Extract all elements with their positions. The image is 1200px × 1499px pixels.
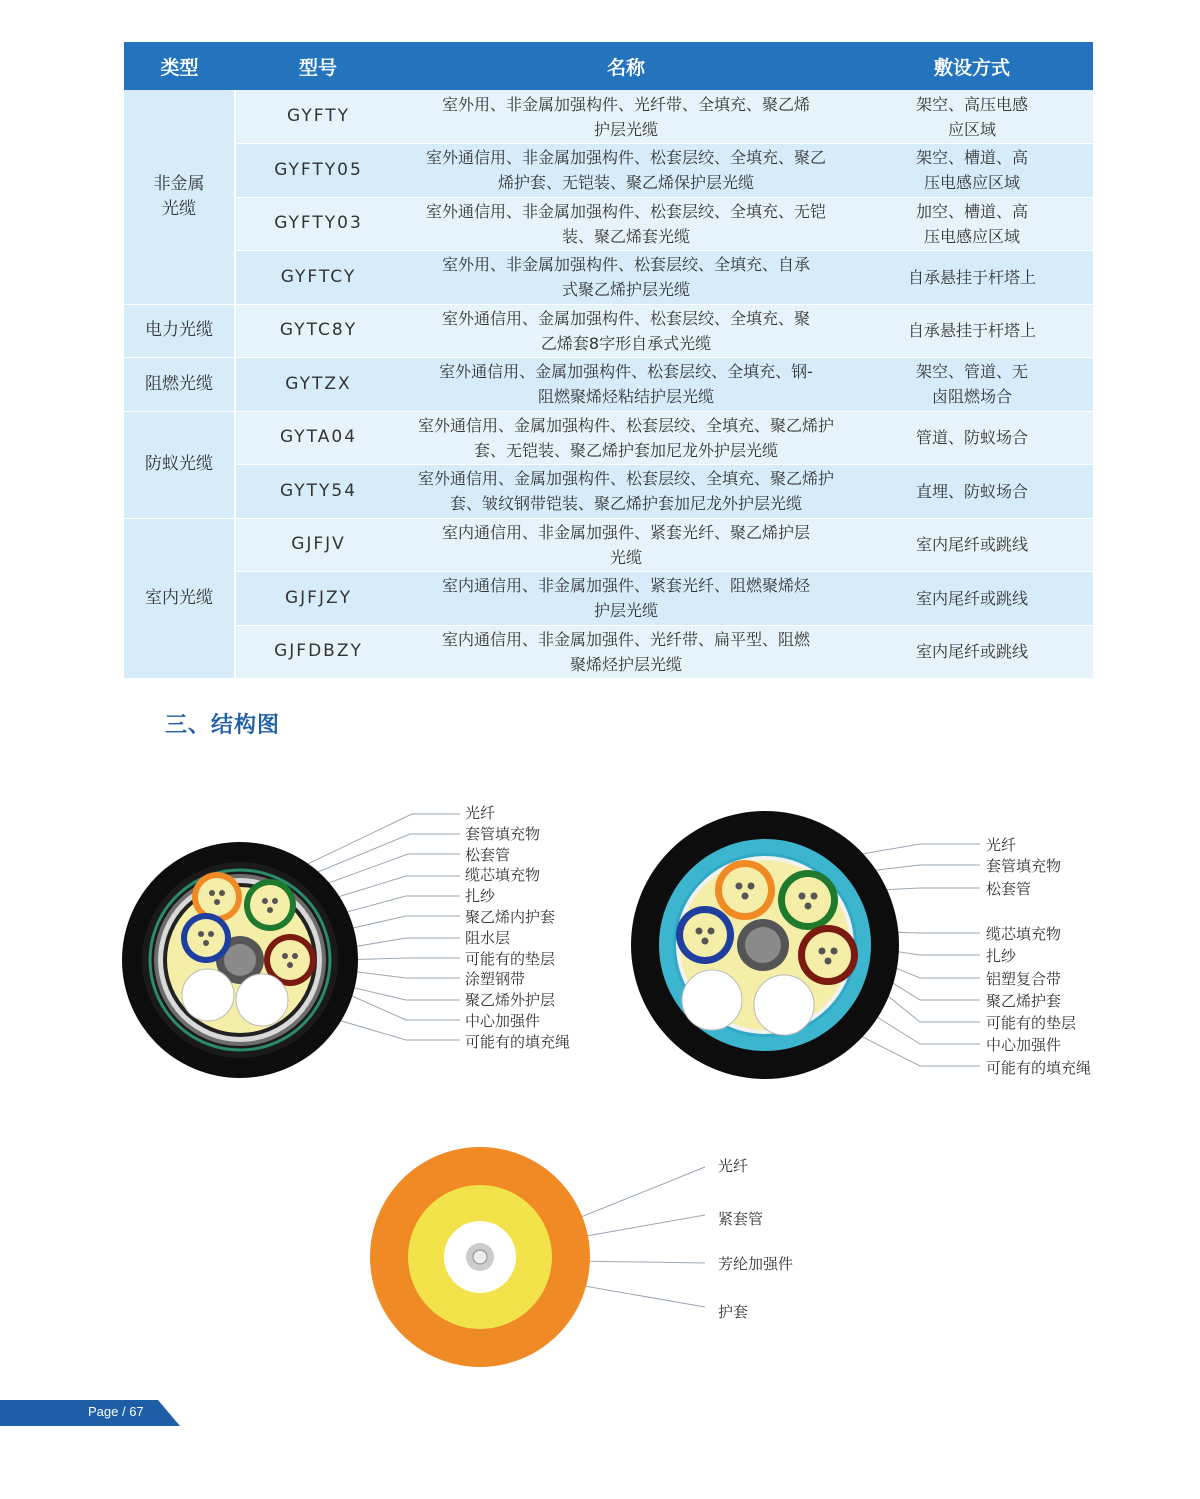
diagram3-label: 紧套管	[718, 1210, 764, 1228]
model-cell: GYTA04	[235, 411, 401, 465]
name-cell: 室外用、非金属加强构件、光纤带、全填充、聚乙烯护层光缆	[401, 90, 851, 144]
model-cell: GYTY54	[235, 465, 401, 519]
model-cell: GYTZX	[235, 358, 401, 412]
table-row	[124, 411, 1093, 465]
diagram1-label: 中心加强件	[465, 1012, 541, 1030]
laying-cell: 架空、槽道、高压电感应区域	[851, 144, 1093, 198]
name-cell: 室外通信用、金属加强构件、松套层绞、全填充、聚乙烯套8字形自承式光缆	[401, 304, 851, 358]
category-cell: 阻燃光缆	[124, 358, 235, 412]
category-cell: 电力光缆	[124, 304, 235, 358]
diagram2-label: 光纤	[986, 836, 1017, 854]
laying-cell: 室内尾纤或跳线	[851, 518, 1093, 572]
laying-cell: 室内尾纤或跳线	[851, 572, 1093, 626]
table-header-row	[124, 42, 1093, 90]
table-row	[124, 625, 1093, 679]
cable-spec-table	[124, 42, 1093, 679]
diagram3-label: 护套	[718, 1303, 749, 1321]
name-cell: 室内通信用、非金属加强件、紧套光纤、阻燃聚烯烃护层光缆	[401, 572, 851, 626]
model-cell: GYFTY	[235, 90, 401, 144]
model-cell: GJFDBZY	[235, 625, 401, 679]
diagram2-label: 可能有的填充绳	[986, 1059, 1092, 1077]
category-cell: 非金属光缆	[124, 90, 235, 304]
diagram1-label: 扎纱	[465, 887, 496, 905]
diagram1-label: 可能有的垫层	[465, 950, 556, 968]
name-cell: 室内通信用、非金属加强件、光纤带、扁平型、阻燃聚烯烃护层光缆	[401, 625, 851, 679]
diagram2-label: 铝塑复合带	[986, 970, 1062, 988]
laying-cell: 加空、槽道、高压电感应区域	[851, 197, 1093, 251]
page-number: Page / 67	[88, 1404, 144, 1419]
table-row	[124, 518, 1093, 572]
header-name: 名称	[401, 42, 851, 90]
diagram1-label: 可能有的填充绳	[465, 1033, 571, 1051]
diagram3-label: 芳纶加强件	[718, 1255, 794, 1273]
name-cell: 室外用、非金属加强构件、松套层绞、全填充、自承式聚乙烯护层光缆	[401, 251, 851, 305]
laying-cell: 自承悬挂于杆塔上	[851, 304, 1093, 358]
name-cell: 室外通信用、金属加强构件、松套层绞、全填充、聚乙烯护套、无铠装、聚乙烯护套加尼龙外护层光缆	[401, 411, 851, 465]
category-cell: 室内光缆	[124, 518, 235, 679]
name-cell: 室外通信用、金属加强构件、松套层绞、全填充、钢-阻燃聚烯烃粘结护层光缆	[401, 358, 851, 412]
table-row	[124, 90, 1093, 144]
diagram2-label: 套管填充物	[986, 857, 1062, 875]
model-cell: GJFJZY	[235, 572, 401, 626]
diagram1-label: 光纤	[465, 804, 496, 822]
diagram1-label: 缆芯填充物	[465, 866, 541, 884]
table-row	[124, 358, 1093, 412]
model-cell: GYFTCY	[235, 251, 401, 305]
table-row	[124, 144, 1093, 198]
name-cell: 室内通信用、非金属加强件、紧套光纤、聚乙烯护层光缆	[401, 518, 851, 572]
diagram2-label: 缆芯填充物	[986, 925, 1062, 943]
table-row	[124, 465, 1093, 519]
laying-cell: 管道、防蚁场合	[851, 411, 1093, 465]
section-title: 三、结构图	[165, 713, 281, 738]
laying-cell: 直埋、防蚁场合	[851, 465, 1093, 519]
diagram2-label: 扎纱	[986, 947, 1017, 965]
model-cell: GYFTY05	[235, 144, 401, 198]
header-laying: 敷设方式	[851, 42, 1093, 90]
model-cell: GYFTY03	[235, 197, 401, 251]
indoor-cable-diagram	[370, 1145, 720, 1375]
diagram1-label: 松套管	[465, 846, 511, 864]
diagram1-label: 聚乙烯内护套	[465, 908, 556, 926]
table-row	[124, 197, 1093, 251]
laying-cell: 架空、管道、无卤阻燃场合	[851, 358, 1093, 412]
header-model: 型号	[235, 42, 401, 90]
model-cell: GYTC8Y	[235, 304, 401, 358]
diagram1-label: 涂塑钢带	[465, 970, 526, 988]
name-cell: 室外通信用、非金属加强构件、松套层绞、全填充、无铠装、聚乙烯套光缆	[401, 197, 851, 251]
diagram2-label: 可能有的垫层	[986, 1014, 1077, 1032]
name-cell: 室外通信用、非金属加强构件、松套层绞、全填充、聚乙烯护套、无铠装、聚乙烯保护层光缆	[401, 144, 851, 198]
aluminum-tape-cable-diagram	[620, 800, 990, 1090]
diagram1-label: 套管填充物	[465, 825, 541, 843]
model-cell: GJFJV	[235, 518, 401, 572]
diagram2-label: 松套管	[986, 880, 1032, 898]
diagram3-label: 光纤	[718, 1157, 749, 1175]
table-row	[124, 251, 1093, 305]
laying-cell: 室内尾纤或跳线	[851, 625, 1093, 679]
table-row	[124, 304, 1093, 358]
table-row	[124, 572, 1093, 626]
laying-cell: 架空、高压电感应区域	[851, 90, 1093, 144]
diagram2-label: 聚乙烯护套	[986, 992, 1062, 1010]
header-type: 类型	[124, 42, 235, 90]
diagram1-label: 聚乙烯外护层	[465, 991, 556, 1009]
laying-cell: 自承悬挂于杆塔上	[851, 251, 1093, 305]
category-cell: 防蚁光缆	[124, 411, 235, 518]
diagram1-label: 阻水层	[465, 929, 511, 947]
diagram2-label: 中心加强件	[986, 1036, 1062, 1054]
name-cell: 室外通信用、金属加强构件、松套层绞、全填充、聚乙烯护套、皱纹钢带铠装、聚乙烯护套加尼龙外护层光缆	[401, 465, 851, 519]
